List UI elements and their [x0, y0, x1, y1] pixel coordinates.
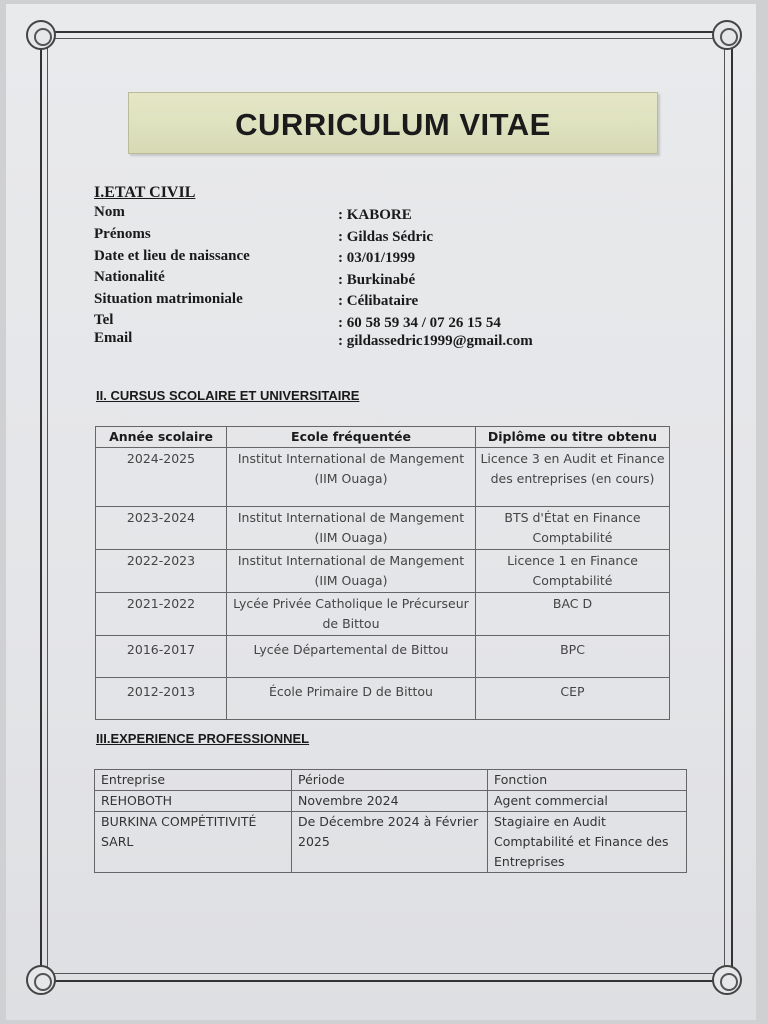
cell-diplome: CEP	[476, 678, 670, 720]
field-value-nom: : KABORE	[338, 207, 412, 223]
cv-page	[6, 4, 756, 1020]
cell-diplome: Licence 1 en Finance Comptabilité	[476, 550, 670, 593]
column-header-periode: Période	[292, 770, 488, 791]
frame-bottom-line	[44, 980, 727, 982]
table-row	[96, 550, 670, 593]
field-label-naissance: Date et lieu de naissance	[94, 248, 250, 264]
field-label-nom: Nom	[94, 204, 125, 220]
cell-annee: 2023-2024	[96, 507, 227, 550]
cell-entreprise: BURKINA COMPÉTITIVITÉ SARL	[95, 812, 292, 873]
field-value-nationalite: : Burkinabé	[338, 272, 416, 288]
column-header-diplome: Diplôme ou titre obtenu	[476, 427, 670, 448]
cell-diplome: Licence 3 en Audit et Finance des entreprises (en cours)	[476, 448, 670, 507]
column-header-fonction: Fonction	[488, 770, 687, 791]
cell-diplome: BTS d'État en Finance Comptabilité	[476, 507, 670, 550]
field-label-nationalite: Nationalité	[94, 269, 165, 285]
cell-ecole: Institut International de Mangement (IIM Ouaga)	[227, 448, 476, 507]
experience-table	[94, 769, 687, 873]
field-value-tel: : 60 58 59 34 / 07 26 15 54	[338, 315, 501, 331]
cursus-table	[95, 426, 670, 720]
cell-annee: 2012-2013	[96, 678, 227, 720]
section-heading-cursus: II. CURSUS SCOLAIRE ET UNIVERSITAIRE	[96, 388, 360, 403]
cell-ecole: Lycée Privée Catholique le Précurseur de Bittou	[227, 593, 476, 636]
cell-annee: 2016-2017	[96, 636, 227, 678]
cell-ecole: Institut International de Mangement (IIM Ouaga)	[227, 550, 476, 593]
frame-corner-ornament	[26, 20, 56, 50]
field-value-situation: : Célibataire	[338, 293, 419, 309]
cell-entreprise: REHOBOTH	[95, 791, 292, 812]
cell-fonction: Agent commercial	[488, 791, 687, 812]
section-heading-etat-civil: I.ETAT CIVIL	[94, 184, 196, 201]
cell-ecole: Institut International de Mangement (IIM Ouaga)	[227, 507, 476, 550]
field-label-situation: Situation matrimoniale	[94, 291, 243, 307]
section-heading-experience: III.EXPERIENCE PROFESSIONNEL	[96, 731, 310, 746]
cell-ecole: Lycée Départemental de Bittou	[227, 636, 476, 678]
cell-diplome: BPC	[476, 636, 670, 678]
column-header-annee: Année scolaire	[96, 427, 227, 448]
cell-ecole: École Primaire D de Bittou	[227, 678, 476, 720]
table-row	[95, 791, 687, 812]
field-label-email: Email	[94, 330, 133, 346]
frame-corner-ornament	[712, 20, 742, 50]
table-row	[96, 636, 670, 678]
table-row	[96, 448, 670, 507]
field-label-prenoms: Prénoms	[94, 226, 151, 242]
field-value-naissance: : 03/01/1999	[338, 250, 416, 266]
table-header-row	[95, 770, 687, 791]
frame-left-line	[40, 48, 42, 970]
frame-corner-ornament	[26, 965, 56, 995]
frame-right-line	[731, 48, 733, 970]
table-header-row	[96, 427, 670, 448]
column-header-ecole: Ecole fréquentée	[227, 427, 476, 448]
frame-left-inner-line	[47, 48, 48, 970]
field-value-email: : gildassedric1999@gmail.com	[338, 333, 533, 349]
cell-periode: Novembre 2024	[292, 791, 488, 812]
frame-top-line	[44, 31, 727, 33]
table-row	[96, 678, 670, 720]
title-banner	[128, 92, 658, 154]
cell-annee: 2022-2023	[96, 550, 227, 593]
table-row	[95, 812, 687, 873]
frame-top-inner-line	[44, 38, 727, 39]
cell-fonction: Stagiaire en Audit Comptabilité et Finance des Entreprises	[488, 812, 687, 873]
frame-right-inner-line	[724, 48, 725, 970]
page-title: CURRICULUM VITAE	[235, 107, 551, 142]
frame-corner-ornament	[712, 965, 742, 995]
cell-annee: 2021-2022	[96, 593, 227, 636]
cell-annee: 2024-2025	[96, 448, 227, 507]
cell-diplome: BAC D	[476, 593, 670, 636]
cell-periode: De Décembre 2024 à Février 2025	[292, 812, 488, 873]
field-value-prenoms: : Gildas Sédric	[338, 229, 434, 245]
column-header-entreprise: Entreprise	[95, 770, 292, 791]
frame-bottom-inner-line	[44, 973, 727, 974]
table-row	[96, 507, 670, 550]
table-row	[96, 593, 670, 636]
field-label-tel: Tel	[94, 312, 114, 328]
